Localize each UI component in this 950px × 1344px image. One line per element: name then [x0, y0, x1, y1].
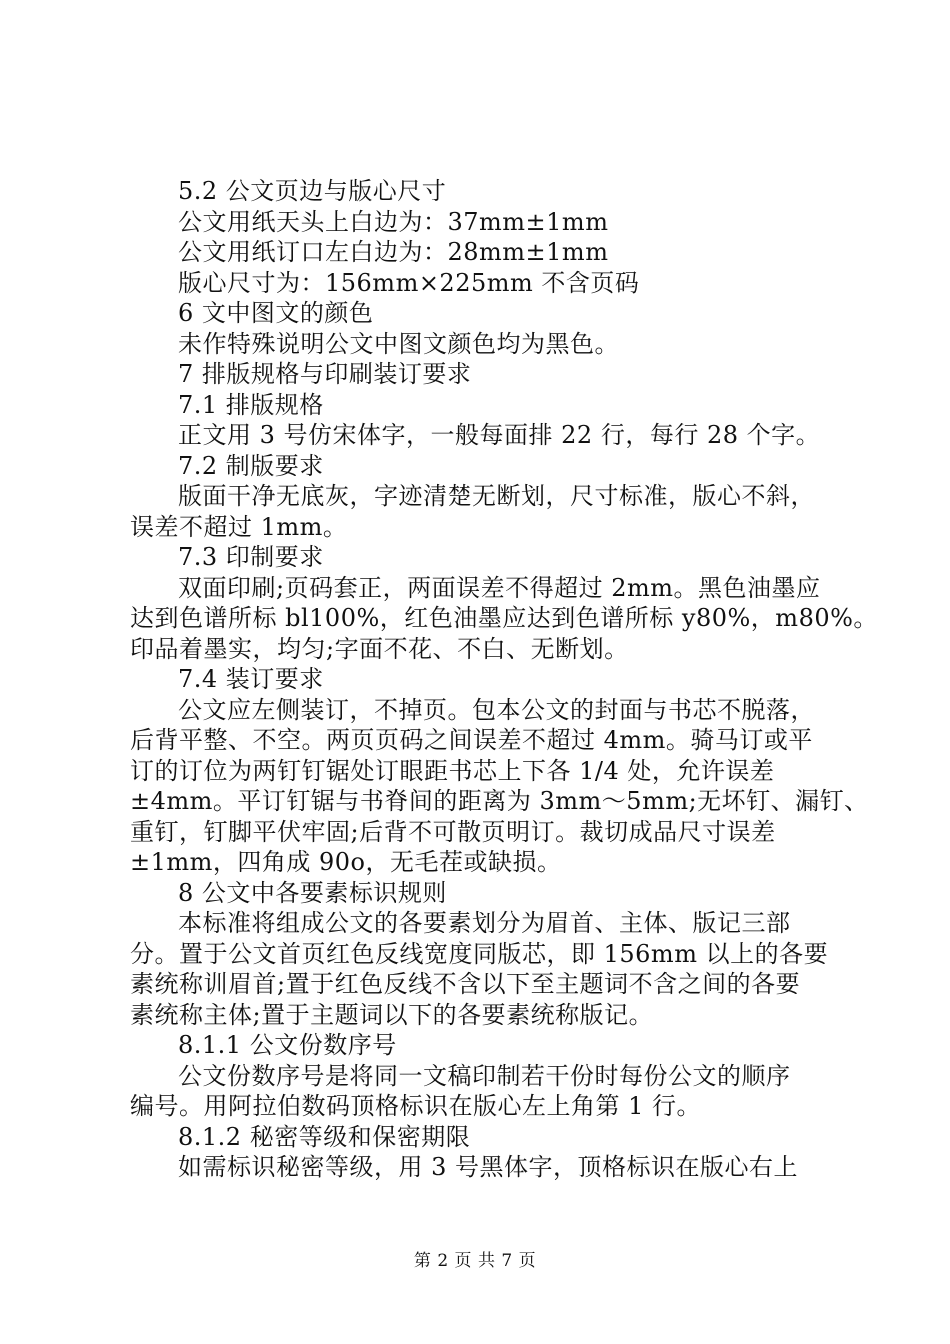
- text-line: 公文用纸订口左白边为：28mm±1mm: [178, 238, 609, 266]
- text-line: 7.4 装订要求: [178, 665, 324, 693]
- text-line: 8.1.2 秘密等级和保密期限: [178, 1122, 471, 1151]
- text-line: 8 公文中各要素标识规则: [178, 878, 447, 907]
- text-line: 公文份数序号是将同一文稿印制若干份时每份公文的顺序: [178, 1061, 791, 1090]
- text-line: 印品着墨实，均匀;字面不花、不白、无断划。: [130, 634, 629, 663]
- text-line: 版面干净无底灰，字迹清楚无断划，尺寸标准，版心不斜，: [178, 482, 815, 510]
- text-line: 后背平整、不空。两页页码之间误差不超过 4mm。骑马订或平: [130, 726, 813, 754]
- text-line: 7.2 制版要求: [178, 451, 324, 480]
- text-line: 未作特殊说明公文中图文颜色均为黑色。: [178, 329, 619, 358]
- text-line: 重钉，钉脚平伏牢固;后背不可散页明订。裁切成品尺寸误差: [130, 817, 776, 846]
- text-line: 6 文中图文的颜色: [178, 299, 374, 327]
- text-line: 双面印刷;页码套正，两面误差不得超过 2mm。黑色油墨应: [178, 573, 821, 602]
- text-line: 7.3 印制要求: [178, 543, 324, 571]
- text-line: 编号。用阿拉伯数码顶格标识在版心左上角第 1 行。: [130, 1092, 702, 1120]
- text-line: ±4mm。平订钉锯与书脊间的距离为 3mm～5mm;无坏钉、漏钉、: [130, 787, 869, 815]
- text-line: 如需标识秘密等级，用 3 号黑体字，顶格标识在版心右上: [178, 1153, 799, 1181]
- text-line: 公文用纸天头上白边为：37mm±1mm: [178, 207, 609, 236]
- text-line: 分。置于公文首页红色反线宽度同版芯，即 156mm 以上的各要: [130, 939, 829, 968]
- text-line: 达到色谱所标 bl100%，红色油墨应达到色谱所标 y80%，m80%。: [130, 604, 878, 632]
- text-line: 素统称主体;置于主题词以下的各要素统称版记。: [130, 1000, 654, 1029]
- text-line: 素统称训眉首;置于红色反线不含以下至主题词不含之间的各要: [130, 970, 801, 998]
- text-line: 正文用 3 号仿宋体字，一般每面排 22 行，每行 28 个字。: [178, 421, 821, 449]
- text-line: 版心尺寸为：156mm×225mm 不含页码: [178, 268, 640, 297]
- text-line: ±1mm，四角成 90o，无毛茬或缺损。: [130, 848, 562, 876]
- document-body: [130, 176, 878, 1183]
- text-line: 误差不超过 1mm。: [130, 512, 348, 541]
- text-line: 7.1 排版规格: [178, 390, 324, 419]
- text-line: 8.1.1 公文份数序号: [178, 1031, 397, 1059]
- text-line: 5.2 公文页边与版心尺寸: [178, 177, 447, 205]
- text-line: 订的订位为两钉钉锯处订眼距书芯上下各 1/4 处，允许误差: [130, 756, 775, 785]
- text-line: 7 排版规格与印刷装订要求: [178, 360, 472, 388]
- text-line: 公文应左侧装订，不掉页。包本公文的封面与书芯不脱落，: [178, 695, 815, 724]
- text-line: 本标准将组成公文的各要素划分为眉首、主体、版记三部: [178, 909, 791, 937]
- page-footer: 第 2 页 共 7 页: [413, 1251, 537, 1271]
